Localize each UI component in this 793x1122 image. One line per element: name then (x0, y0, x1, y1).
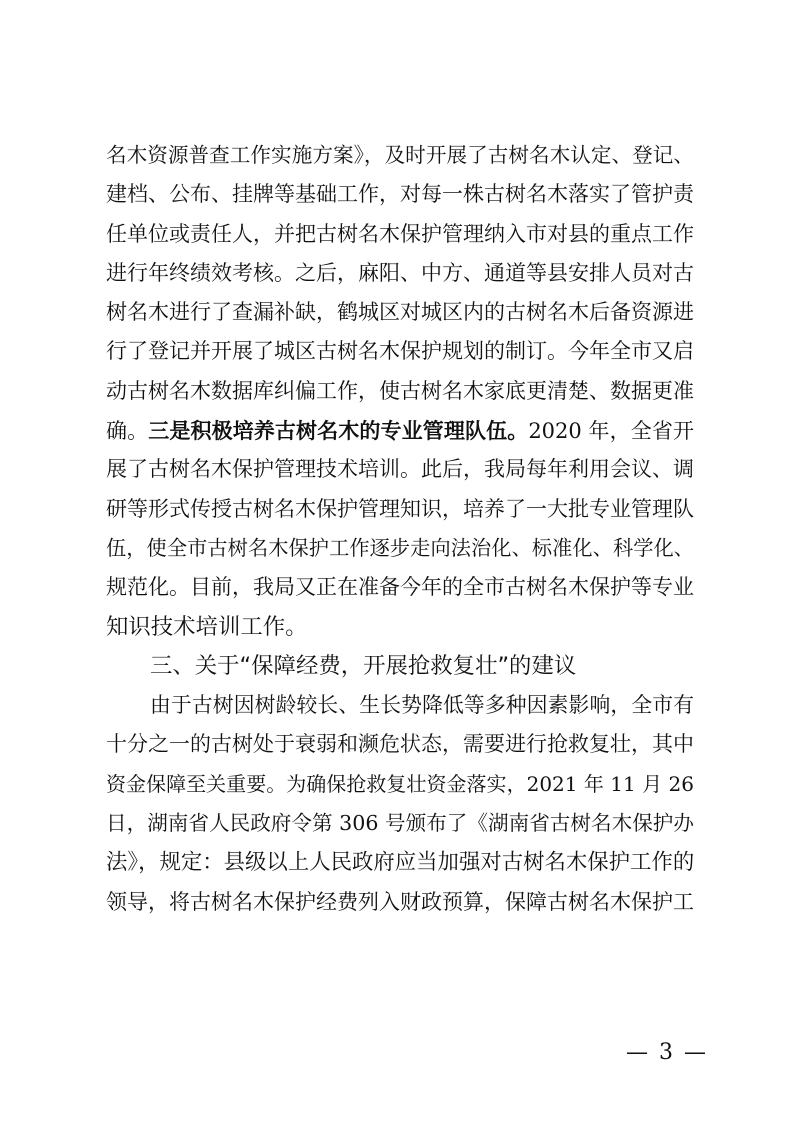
section-heading: 三、关于“保障经费，开展抢救复壮”的建议 (150, 652, 577, 679)
text-segment: 确。 (106, 419, 149, 444)
text-line: 十分之一的古树处于衰弱和濒危状态，需要进行抢救复壮，其中 (106, 732, 694, 757)
bold-subheading: 三是积极培养古树名木的专业管理队伍。 (148, 418, 529, 444)
text-line: 法》，规定：县级以上人民政府应当加强对古树名木保护工作的 (106, 850, 695, 876)
text-line: 伍，使全市古树名木保护工作逐步走向法治化、标准化、科学化、 (106, 535, 694, 560)
text-line: 展了古树名木保护管理技术培训。此后，我局每年利用会议、调 (106, 457, 694, 482)
page-number: — 3 — (626, 1040, 708, 1065)
text-line: 名木资源普查工作实施方案》，及时开展了古树名木认定、登记、 (106, 143, 694, 167)
text-line: 动古树名木数据库纠偏工作，使古树名木家底更清楚、数据更准 (106, 378, 694, 403)
text-line: 资金保障至关重要。为确保抢救复壮资金落实，2021 年 11 月 26 (106, 771, 694, 796)
body-text (106, 136, 694, 922)
text-segment: 2020 年，全省开 (528, 419, 695, 444)
text-line: 日，湖南省人民政府令第 306 号颁布了《湖南省古树名木保护办 (106, 811, 694, 836)
text-line: 研等形式传授古树名木保护管理知识，培养了一大批专业管理队 (106, 496, 694, 521)
text-line: 树名木进行了查漏补缺，鹤城区对城区内的古树名木后备资源进 (106, 300, 694, 325)
text-line: 进行年终绩效考核。之后，麻阳、中方、通道等县安排人员对古 (106, 260, 694, 285)
text-line: 任单位或责任人，并把古树名木保护管理纳入市对县的重点工作 (106, 221, 694, 246)
text-line: 由于古树因树龄较长、生长势降低等多种因素影响，全市有 (150, 693, 694, 718)
text-line: 规范化。目前，我局又正在准备今年的全市古树名木保护等专业 (106, 575, 694, 600)
text-line: 知识技术培训工作。 (106, 613, 308, 640)
text-line: 领导，将古树名木保护经费列入财政预算，保障古树名木保护工 (106, 889, 694, 914)
text-line: 行了登记并开展了城区古树名木保护规划的制订。今年全市又启 (106, 339, 694, 364)
text-line: 建档、公布、挂牌等基础工作，对每一株古树名木落实了管护责 (106, 182, 694, 207)
text-line-mixed (106, 411, 694, 450)
